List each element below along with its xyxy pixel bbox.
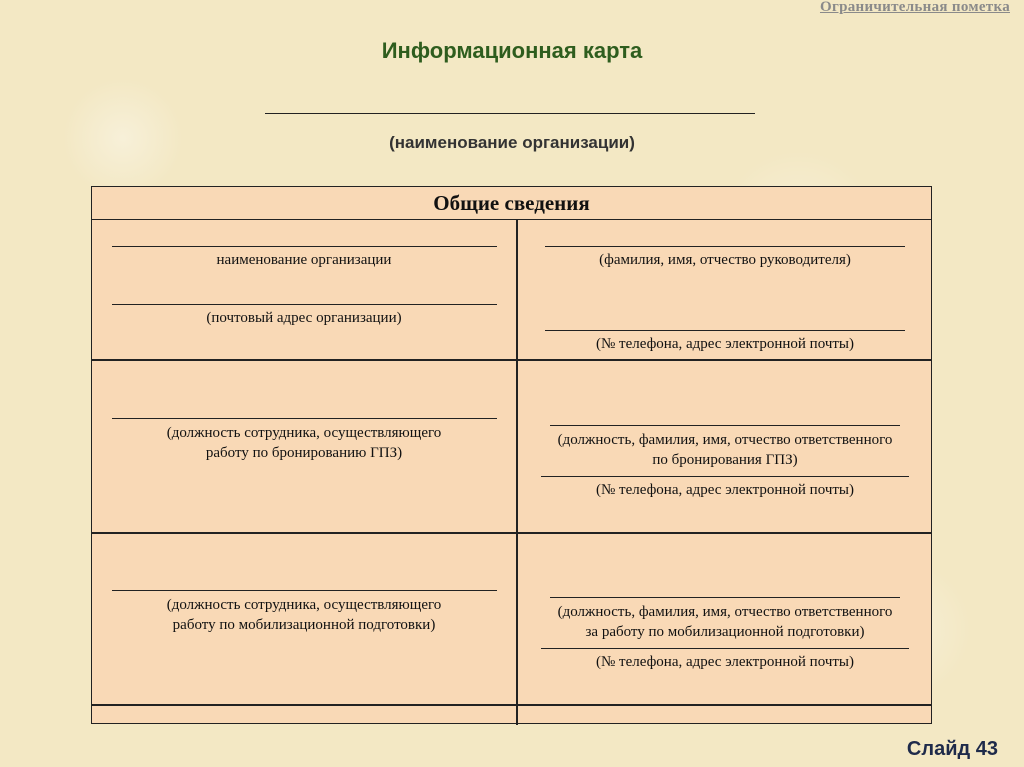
reservation-responsible-caption-2: по бронирования ГПЗ) [652,452,798,468]
mobilization-employee-caption-1: (должность сотрудника, осуществляющего [166,597,442,613]
director-contacts-caption: (№ телефона, адрес электронной почты) [595,336,854,352]
page-title: Информационная карта [381,38,643,63]
cell-mobilization-responsible [517,534,933,704]
reservation-employee-caption-1: (должность сотрудника, осуществляющего [166,425,442,441]
reservation-employee-caption-2: работу по бронированию ГПЗ) [205,445,403,461]
info-card-table [91,186,932,724]
cell-reservation-employee [92,361,516,532]
fill-line [112,590,497,591]
cell-organization [92,220,516,359]
mobilization-employee-caption-2: работу по мобилизационной подготовки) [172,617,436,633]
fill-line [545,330,905,331]
fill-line [550,597,900,598]
row-divider [92,704,931,706]
cell-director [517,220,933,359]
mobilization-responsible-caption-1: (должность, фамилия, имя, отчество ответственного [557,604,893,620]
fill-line [541,476,909,477]
mobilization-responsible-caption-2: за работу по мобилизационной подготовки) [585,624,865,640]
organization-caption: (наименование организации) [389,133,635,152]
postal-address-caption: (почтовый адрес организации) [206,310,402,326]
fill-line [545,246,905,247]
reservation-contacts-caption: (№ телефона, адрес электронной почты) [595,482,854,498]
fill-line [541,648,909,649]
fill-line [112,246,497,247]
card-heading: Общие сведения [92,187,931,220]
mobilization-contacts-caption: (№ телефона, адрес электронной почты) [595,654,854,670]
slide-number: Слайд 43 [906,738,998,760]
fill-line [112,418,497,419]
organization-name-caption: наименование организации [216,252,392,268]
restriction-mark: Ограничительная пометка [819,0,1010,15]
organization-name-line [265,113,755,114]
fill-line [550,425,900,426]
reservation-responsible-caption-1: (должность, фамилия, имя, отчество ответственного [557,432,893,448]
cell-mobilization-employee [92,534,516,704]
cell-reservation-responsible [517,361,933,532]
fill-line [112,304,497,305]
director-name-caption: (фамилия, имя, отчество руководителя) [599,252,851,268]
